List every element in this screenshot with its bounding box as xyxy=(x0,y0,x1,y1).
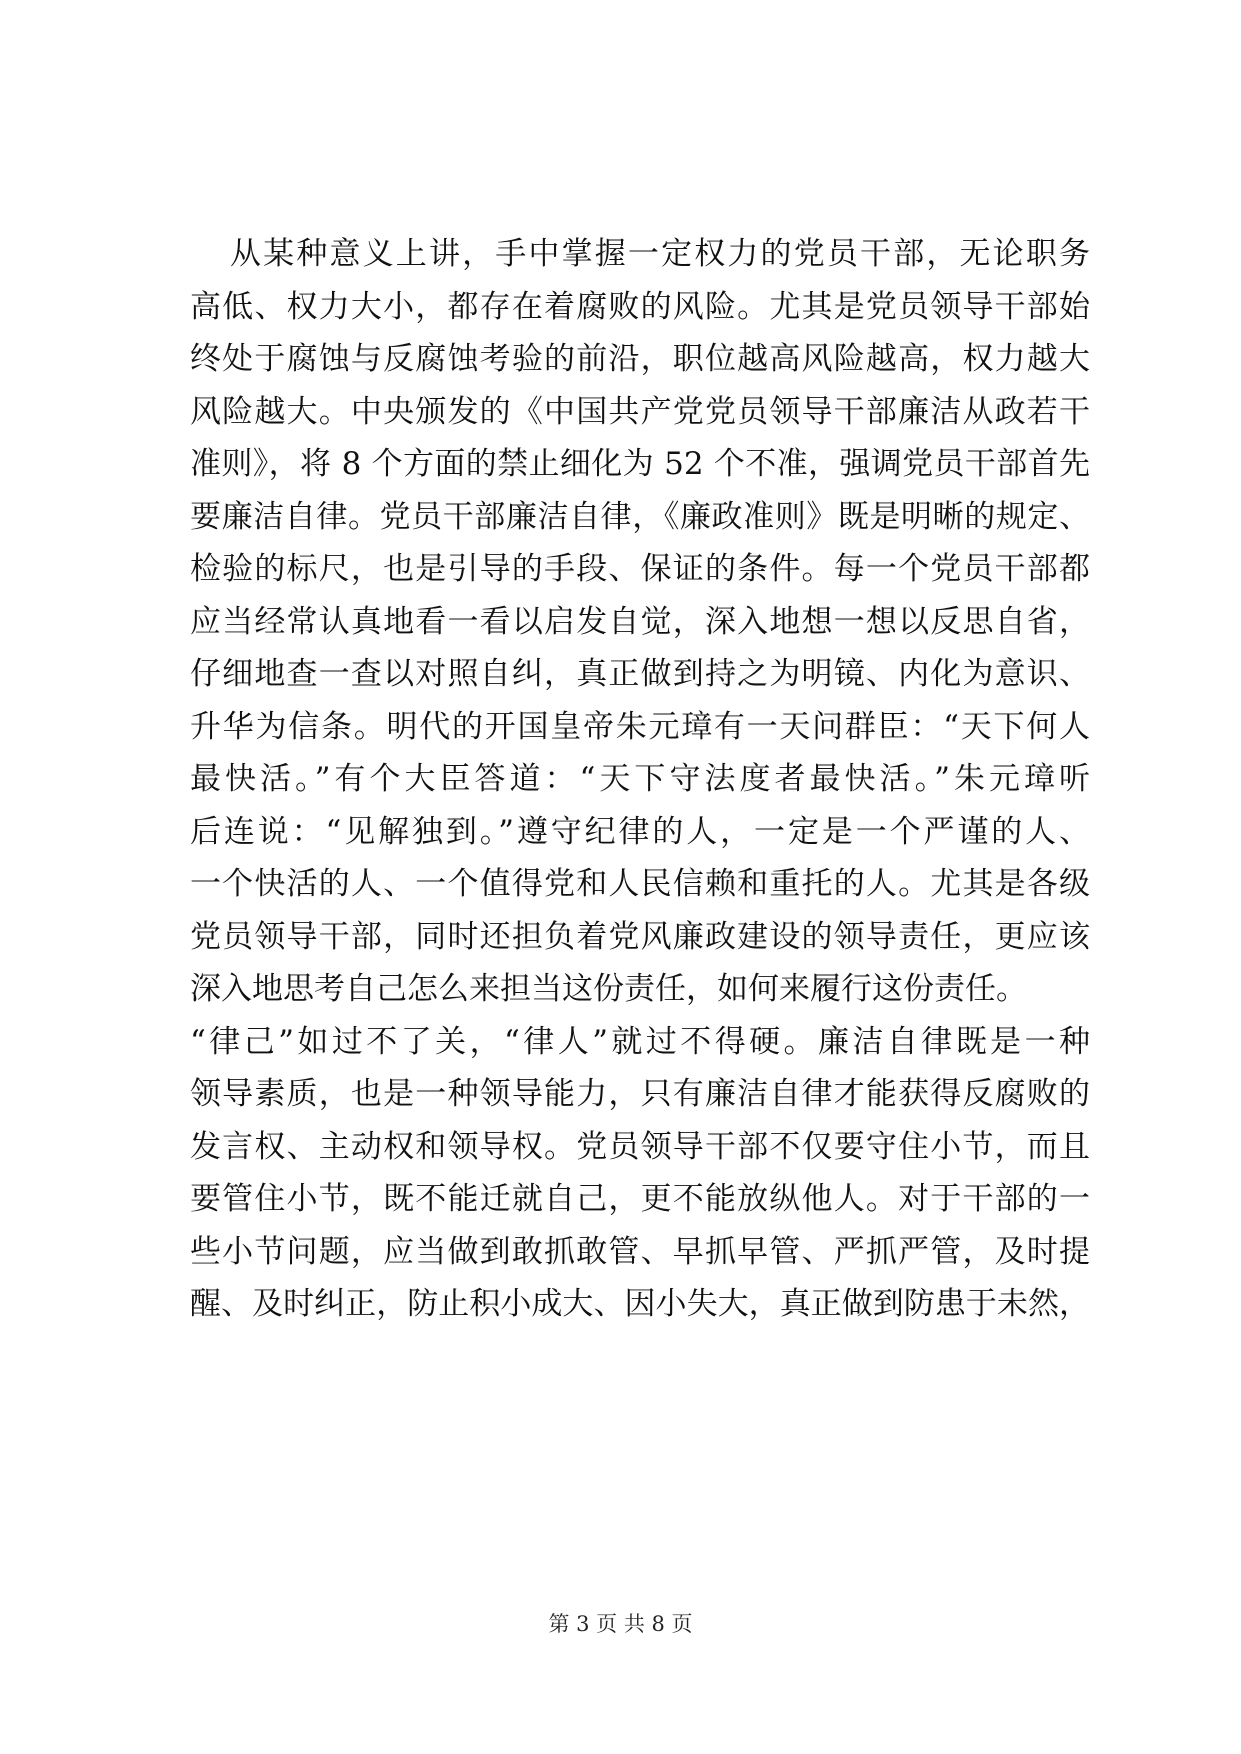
paragraph-line: 些小节问题，应当做到敢抓敢管、早抓早管、严抓严管，及时提 xyxy=(190,1233,1090,1270)
paragraph-line: 准则》，将 8 个方面的禁止细化为 52 个不准，强调党员干部首先 xyxy=(190,446,1090,482)
page-number: 第 3 页 共 8 页 xyxy=(548,1612,693,1636)
paragraph-line: 深入地思考自己怎么来担当这份责任，如何来履行这份责任。 xyxy=(190,971,1027,1007)
paragraph-line: 要廉洁自律。党员干部廉洁自律，《廉政准则》既是明晰的规定、 xyxy=(190,498,1090,535)
paragraph-line: 应当经常认真地看一看以启发自觉，深入地想一想以反思自省， xyxy=(190,603,1090,640)
paragraph-line: 风险越大。中央颁发的《中国共产党党员领导干部廉洁从政若干 xyxy=(190,393,1090,430)
paragraph-line: “律己”如过不了关，“律人”就过不得硬。廉洁自律既是一种 xyxy=(190,1023,1090,1060)
paragraph-line: 终处于腐蚀与反腐蚀考验的前沿，职位越高风险越高，权力越大 xyxy=(190,341,1090,377)
paragraph-line: 仔细地查一查以对照自纠，真正做到持之为明镜、内化为意识、 xyxy=(190,656,1090,692)
paragraph-line: 要管住小节，既不能迁就自己，更不能放纵他人。对于干部的一 xyxy=(190,1181,1090,1217)
paragraph-line: 升华为信条。明代的开国皇帝朱元璋有一天问群臣：“天下何人 xyxy=(190,708,1090,745)
paragraph-line: 最快活。”有个大臣答道：“天下守法度者最快活。”朱元璋听 xyxy=(190,761,1090,797)
paragraph-line: 发言权、主动权和领导权。党员领导干部不仅要守住小节，而且 xyxy=(190,1128,1090,1165)
paragraph-line: 醒、及时纠正，防止积小成大、因小失大，真正做到防患于未然， xyxy=(190,1286,1090,1322)
body-paragraph xyxy=(190,228,1090,1331)
paragraph-line: 党员领导干部，同时还担负着党风廉政建设的领导责任，更应该 xyxy=(190,918,1090,955)
paragraph-line: 一个快活的人、一个值得党和人民信赖和重托的人。尤其是各级 xyxy=(190,866,1090,902)
paragraph-line: 领导素质，也是一种领导能力，只有廉洁自律才能获得反腐败的 xyxy=(190,1076,1090,1112)
paragraph-line: 从某种意义上讲，手中掌握一定权力的党员干部，无论职务 xyxy=(230,236,1090,272)
paragraph-line: 检验的标尺，也是引导的手段、保证的条件。每一个党员干部都 xyxy=(190,551,1090,587)
paragraph-line: 高低、权力大小，都存在着腐败的风险。尤其是党员领导干部始 xyxy=(190,288,1090,325)
paragraph-line: 后连说：“见解独到。”遵守纪律的人，一定是一个严谨的人、 xyxy=(190,813,1090,850)
